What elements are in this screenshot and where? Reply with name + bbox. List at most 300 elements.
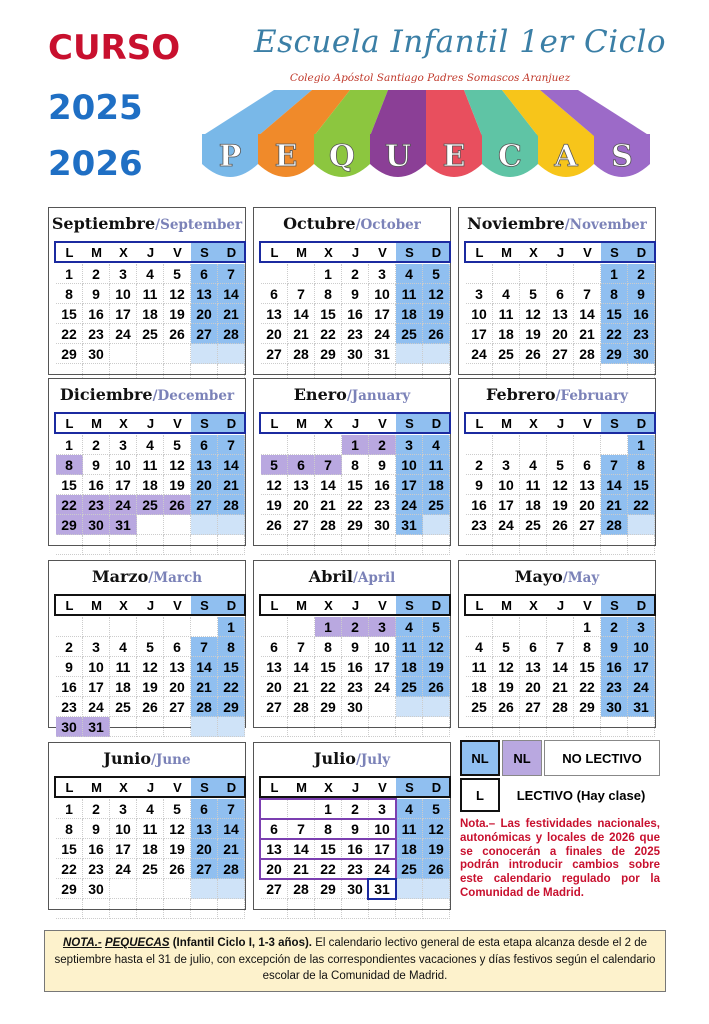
day-cell: 11 (520, 475, 547, 495)
day-cell: 2 (466, 455, 493, 475)
empty-cell (164, 535, 191, 555)
day-cell: 27 (191, 859, 218, 879)
empty-cell (218, 515, 245, 535)
month-title (49, 749, 245, 768)
empty-cell (396, 879, 423, 899)
empty-cell (493, 264, 520, 284)
empty-cell (342, 535, 369, 555)
weekday-label: M (83, 777, 110, 797)
weekday-label: X (315, 242, 342, 262)
weekday-header (261, 413, 450, 433)
empty-cell (288, 435, 315, 455)
day-cell: 16 (369, 475, 396, 495)
empty-cell (110, 879, 137, 899)
day-cell: 18 (466, 677, 493, 697)
month-name-en: /December (152, 388, 235, 404)
month-name-es: Noviembre (467, 214, 565, 233)
day-cell: 24 (369, 677, 396, 697)
day-cell: 18 (137, 475, 164, 495)
empty-cell (396, 899, 423, 919)
day-cell: 23 (466, 515, 493, 535)
day-cell: 14 (288, 657, 315, 677)
month-name-es: Marzo (91, 567, 149, 586)
day-cell: 13 (164, 657, 191, 677)
weekday-label: L (466, 242, 493, 262)
weekday-label: M (493, 595, 520, 615)
day-cell: 7 (288, 284, 315, 304)
day-cell: 7 (218, 799, 245, 819)
day-cell: 23 (83, 324, 110, 344)
day-cell: 29 (56, 515, 83, 535)
day-cell: 12 (423, 819, 450, 839)
month-name-es: Febrero (486, 385, 556, 404)
day-cell: 27 (520, 697, 547, 717)
day-cell: 11 (137, 284, 164, 304)
day-cell: 4 (466, 637, 493, 657)
day-cell: 5 (261, 455, 288, 475)
month-name-en: /February (555, 388, 628, 404)
day-cell: 10 (110, 819, 137, 839)
day-cell: 5 (164, 799, 191, 819)
day-cell: 29 (574, 697, 601, 717)
day-cell: 8 (315, 637, 342, 657)
weekday-label: M (288, 595, 315, 615)
weekday-label: J (342, 242, 369, 262)
weekday-label: D (218, 595, 245, 615)
day-cell: 22 (574, 677, 601, 697)
day-cell: 22 (315, 677, 342, 697)
day-cell: 30 (83, 344, 110, 364)
weekday-label: J (342, 595, 369, 615)
day-cell: 19 (164, 304, 191, 324)
day-cell: 3 (466, 284, 493, 304)
empty-cell (56, 535, 83, 555)
day-cell: 16 (628, 304, 655, 324)
day-cell: 1 (315, 799, 342, 819)
day-cell: 5 (137, 637, 164, 657)
day-cell: 4 (396, 264, 423, 284)
day-cell: 4 (520, 455, 547, 475)
month-name-es: Octubre (283, 214, 356, 233)
day-cell: 26 (423, 677, 450, 697)
awning-letter: Q (328, 139, 356, 174)
day-cell: 25 (137, 324, 164, 344)
empty-cell (574, 535, 601, 555)
empty-cell (191, 344, 218, 364)
month-title (459, 214, 655, 233)
day-cell: 10 (628, 637, 655, 657)
month-december (48, 378, 246, 546)
day-cell: 16 (342, 657, 369, 677)
month-name-es: Enero (293, 385, 347, 404)
weekday-label: J (137, 413, 164, 433)
empty-cell (315, 899, 342, 919)
month-title (49, 214, 245, 233)
weekday-label: V (369, 242, 396, 262)
days-grid (261, 264, 450, 384)
day-cell: 27 (191, 324, 218, 344)
year-start: 2025 (48, 88, 143, 128)
day-cell: 19 (493, 677, 520, 697)
holidays-note: Nota.– Las festividades nacionales, autonómicas y locales de 2026 que se conocerán a finales de 2025 podrán introducir cambios sobre este calendario regulado por la Comunidad de Madrid. (460, 818, 660, 899)
month-name-en: /July (355, 752, 391, 768)
weekday-label: S (601, 413, 628, 433)
days-grid (466, 617, 655, 737)
empty-cell (601, 717, 628, 737)
day-cell: 18 (520, 495, 547, 515)
day-cell: 12 (164, 819, 191, 839)
day-cell: 27 (261, 344, 288, 364)
weekday-label: J (547, 242, 574, 262)
days-grid (56, 617, 245, 737)
day-cell: 22 (315, 324, 342, 344)
day-cell: 20 (547, 324, 574, 344)
day-cell: 24 (83, 697, 110, 717)
day-cell: 15 (56, 839, 83, 859)
empty-cell (191, 879, 218, 899)
weekday-label: D (218, 777, 245, 797)
day-cell: 3 (369, 264, 396, 284)
day-cell: 30 (342, 879, 369, 899)
empty-cell (261, 264, 288, 284)
awning-letter: P (218, 139, 242, 174)
month-march (48, 560, 246, 735)
weekday-label: V (574, 242, 601, 262)
weekday-label: X (520, 413, 547, 433)
day-cell: 30 (342, 697, 369, 717)
days-grid (261, 799, 450, 919)
month-name-en: /November (564, 217, 647, 233)
day-cell: 5 (164, 435, 191, 455)
empty-cell (137, 515, 164, 535)
day-cell: 30 (628, 344, 655, 364)
weekday-label: V (369, 777, 396, 797)
day-cell: 6 (191, 264, 218, 284)
weekday-header (56, 413, 245, 433)
day-cell: 14 (574, 304, 601, 324)
day-cell: 11 (396, 819, 423, 839)
day-cell: 31 (396, 515, 423, 535)
day-cell: 19 (164, 475, 191, 495)
day-cell: 17 (110, 304, 137, 324)
empty-cell (137, 344, 164, 364)
day-cell: 23 (83, 859, 110, 879)
day-cell: 20 (261, 324, 288, 344)
empty-cell (547, 717, 574, 737)
month-name-en: /September (155, 217, 243, 233)
month-name-en: /March (148, 570, 203, 586)
day-cell: 7 (601, 455, 628, 475)
day-cell: 9 (83, 284, 110, 304)
day-cell: 9 (83, 819, 110, 839)
day-cell: 26 (493, 697, 520, 717)
day-cell: 17 (628, 657, 655, 677)
day-cell: 1 (56, 264, 83, 284)
day-cell: 26 (164, 495, 191, 515)
day-cell: 17 (83, 677, 110, 697)
weekday-header (56, 595, 245, 615)
day-cell: 28 (288, 879, 315, 899)
day-cell: 26 (164, 324, 191, 344)
day-cell: 14 (218, 819, 245, 839)
day-cell: 9 (342, 637, 369, 657)
day-cell: 18 (137, 839, 164, 859)
day-cell: 14 (315, 475, 342, 495)
weekday-label: M (493, 413, 520, 433)
awning-letter: S (611, 139, 633, 174)
month-january (253, 378, 451, 546)
empty-cell (218, 879, 245, 899)
day-cell: 6 (191, 435, 218, 455)
day-cell: 30 (83, 515, 110, 535)
empty-cell (466, 717, 493, 737)
day-cell: 3 (110, 799, 137, 819)
day-cell: 21 (288, 324, 315, 344)
day-cell: 2 (628, 264, 655, 284)
day-cell: 28 (191, 697, 218, 717)
pequecas-awning-logo (196, 86, 656, 192)
day-cell: 17 (493, 495, 520, 515)
day-cell: 22 (628, 495, 655, 515)
day-cell: 6 (164, 637, 191, 657)
day-cell: 29 (315, 697, 342, 717)
empty-cell (164, 617, 191, 637)
day-cell: 21 (601, 495, 628, 515)
day-cell: 23 (369, 495, 396, 515)
weekday-label: V (164, 595, 191, 615)
day-cell: 21 (288, 677, 315, 697)
day-cell: 7 (315, 455, 342, 475)
weekday-label: J (342, 777, 369, 797)
empty-cell (342, 899, 369, 919)
day-cell: 4 (423, 435, 450, 455)
empty-cell (466, 435, 493, 455)
empty-cell (288, 899, 315, 919)
day-cell: 23 (601, 677, 628, 697)
day-cell: 11 (396, 284, 423, 304)
day-cell: 6 (261, 284, 288, 304)
month-may (458, 560, 656, 728)
day-cell: 5 (423, 264, 450, 284)
weekday-header (466, 242, 655, 262)
day-cell: 4 (110, 637, 137, 657)
empty-cell (315, 535, 342, 555)
month-name-es: Septiembre (51, 214, 156, 233)
days-grid (261, 617, 450, 737)
empty-cell (56, 617, 83, 637)
weekday-label: X (110, 595, 137, 615)
weekday-label: S (191, 242, 218, 262)
empty-cell (628, 535, 655, 555)
day-cell: 27 (261, 879, 288, 899)
empty-cell (288, 799, 315, 819)
day-cell: 15 (56, 304, 83, 324)
footer-program: (Infantil Ciclo I, 1-3 años). (172, 937, 312, 949)
month-title (459, 385, 655, 404)
day-cell: 15 (315, 657, 342, 677)
day-cell: 8 (315, 284, 342, 304)
day-cell: 5 (423, 617, 450, 637)
day-cell: 21 (191, 677, 218, 697)
day-cell: 2 (601, 617, 628, 637)
weekday-label: J (547, 595, 574, 615)
empty-cell (628, 515, 655, 535)
day-cell: 17 (110, 475, 137, 495)
day-cell: 11 (423, 455, 450, 475)
day-cell: 25 (110, 697, 137, 717)
day-cell: 11 (137, 455, 164, 475)
day-cell: 10 (396, 455, 423, 475)
empty-cell (83, 617, 110, 637)
weekday-label: X (520, 242, 547, 262)
weekday-label: S (396, 413, 423, 433)
awning-letter: A (554, 139, 578, 174)
weekday-label: S (191, 413, 218, 433)
day-cell: 18 (423, 475, 450, 495)
day-cell: 13 (261, 657, 288, 677)
day-cell: 4 (396, 799, 423, 819)
day-cell: 24 (369, 324, 396, 344)
month-title (254, 749, 450, 768)
weekday-label: X (315, 777, 342, 797)
empty-cell (466, 617, 493, 637)
empty-cell (288, 617, 315, 637)
day-cell: 11 (110, 657, 137, 677)
day-cell: 1 (315, 617, 342, 637)
empty-cell (137, 879, 164, 899)
days-grid (261, 435, 450, 555)
day-cell: 19 (547, 495, 574, 515)
empty-cell (342, 717, 369, 737)
day-cell: 10 (466, 304, 493, 324)
empty-cell (137, 535, 164, 555)
day-cell: 20 (520, 677, 547, 697)
day-cell: 18 (110, 677, 137, 697)
day-cell: 18 (396, 657, 423, 677)
day-cell: 13 (191, 819, 218, 839)
empty-cell (493, 435, 520, 455)
day-cell: 28 (601, 515, 628, 535)
month-title (459, 567, 655, 586)
weekday-label: D (218, 242, 245, 262)
day-cell: 28 (574, 344, 601, 364)
day-cell: 25 (137, 495, 164, 515)
day-cell: 21 (547, 677, 574, 697)
day-cell: 1 (342, 435, 369, 455)
day-cell: 28 (218, 495, 245, 515)
day-cell: 2 (342, 264, 369, 284)
day-cell: 21 (218, 304, 245, 324)
day-cell: 11 (137, 819, 164, 839)
empty-cell (137, 717, 164, 737)
day-cell: 19 (137, 677, 164, 697)
day-cell: 18 (493, 324, 520, 344)
day-cell: 25 (493, 344, 520, 364)
empty-cell (423, 344, 450, 364)
weekday-label: M (83, 413, 110, 433)
day-cell: 19 (261, 495, 288, 515)
weekday-label: L (56, 595, 83, 615)
day-cell: 22 (56, 324, 83, 344)
month-name-es: Abril (308, 567, 353, 586)
empty-cell (547, 435, 574, 455)
empty-cell (369, 717, 396, 737)
empty-cell (83, 535, 110, 555)
day-cell: 13 (261, 304, 288, 324)
day-cell: 29 (342, 515, 369, 535)
day-cell: 15 (628, 475, 655, 495)
month-name-en: /October (355, 217, 421, 233)
day-cell: 14 (288, 304, 315, 324)
day-cell: 4 (396, 617, 423, 637)
day-cell: 1 (601, 264, 628, 284)
day-cell: 5 (164, 264, 191, 284)
day-cell: 15 (342, 475, 369, 495)
day-cell: 26 (164, 859, 191, 879)
weekday-label: M (288, 242, 315, 262)
weekday-label: M (288, 777, 315, 797)
course-label: CURSO (48, 28, 181, 68)
day-cell: 14 (218, 284, 245, 304)
day-cell: 23 (342, 677, 369, 697)
day-cell: 12 (261, 475, 288, 495)
month-september (48, 207, 246, 375)
empty-cell (547, 535, 574, 555)
day-cell: 27 (164, 697, 191, 717)
legend-nl-blue: NL (460, 740, 500, 776)
weekday-label: V (369, 595, 396, 615)
day-cell: 17 (396, 475, 423, 495)
day-cell: 14 (601, 475, 628, 495)
weekday-label: L (261, 777, 288, 797)
school-subtitle: Colegio Apóstol Santiago Padres Somascos Aranjuez (289, 72, 571, 84)
day-cell: 5 (493, 637, 520, 657)
day-cell: 16 (83, 839, 110, 859)
day-cell: 20 (574, 495, 601, 515)
days-grid (466, 264, 655, 384)
day-cell: 6 (520, 637, 547, 657)
legend-nl-purple: NL (502, 740, 542, 776)
empty-cell (261, 717, 288, 737)
empty-cell (520, 264, 547, 284)
empty-cell (493, 535, 520, 555)
empty-cell (396, 697, 423, 717)
day-cell: 29 (315, 344, 342, 364)
day-cell: 13 (574, 475, 601, 495)
empty-cell (164, 899, 191, 919)
weekday-label: S (396, 242, 423, 262)
day-cell: 19 (423, 657, 450, 677)
weekday-label: L (261, 413, 288, 433)
day-cell: 5 (520, 284, 547, 304)
day-cell: 13 (191, 455, 218, 475)
day-cell: 7 (288, 819, 315, 839)
empty-cell (218, 344, 245, 364)
empty-cell (110, 899, 137, 919)
empty-cell (369, 697, 396, 717)
weekday-label: V (574, 595, 601, 615)
day-cell: 22 (315, 859, 342, 879)
day-cell: 18 (396, 839, 423, 859)
day-cell: 8 (342, 455, 369, 475)
day-cell: 4 (493, 284, 520, 304)
day-cell: 15 (315, 304, 342, 324)
day-cell: 10 (369, 819, 396, 839)
day-cell: 5 (547, 455, 574, 475)
day-cell: 12 (493, 657, 520, 677)
days-grid (56, 264, 245, 384)
day-cell: 10 (110, 284, 137, 304)
